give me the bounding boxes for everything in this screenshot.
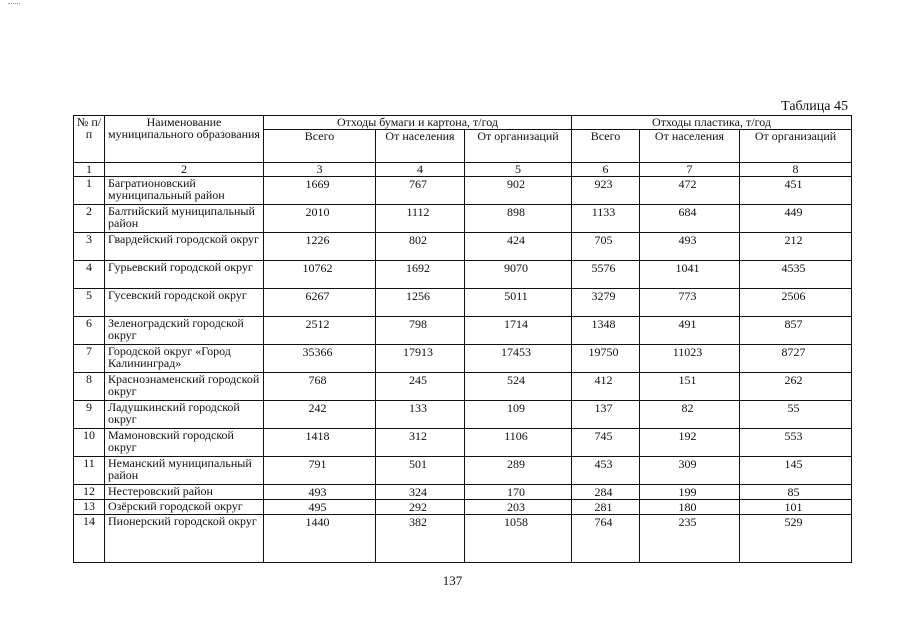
- waste-table: [73, 115, 852, 563]
- paper-total-cell: 1440: [264, 515, 376, 563]
- scan-artifact: [8, 3, 20, 5]
- plastic-organizations-cell: 451: [740, 177, 852, 205]
- paper-population-cell: 802: [376, 233, 465, 261]
- plastic-total-cell: 284: [572, 485, 640, 500]
- municipality-name-cell: Пионерский городской округ: [105, 515, 264, 563]
- paper-total-cell: 1669: [264, 177, 376, 205]
- plastic-organizations-cell: 262: [740, 373, 852, 401]
- paper-population-cell: 133: [376, 401, 465, 429]
- table-row: [74, 429, 852, 457]
- table-row: [74, 289, 852, 317]
- paper-organizations-cell: 902: [465, 177, 572, 205]
- paper-population-cell: 312: [376, 429, 465, 457]
- municipality-name-cell: Краснознаменский городской округ: [105, 373, 264, 401]
- paper-total-cell: 2010: [264, 205, 376, 233]
- table-row: [74, 500, 852, 515]
- paper-population-cell: 1692: [376, 261, 465, 289]
- paper-population-cell: 1256: [376, 289, 465, 317]
- paper-organizations-cell: 1106: [465, 429, 572, 457]
- plastic-organizations-cell: 2506: [740, 289, 852, 317]
- paper-total-cell: 493: [264, 485, 376, 500]
- row-number-cell: 10: [74, 429, 105, 457]
- paper-organizations-cell: 203: [465, 500, 572, 515]
- paper-total-cell: 2512: [264, 317, 376, 345]
- paper-population-cell: 324: [376, 485, 465, 500]
- plastic-total-cell: 1348: [572, 317, 640, 345]
- header-name: Наименование муниципального образования: [105, 116, 264, 163]
- plastic-population-cell: 773: [640, 289, 740, 317]
- plastic-population-cell: 684: [640, 205, 740, 233]
- plastic-organizations-cell: 4535: [740, 261, 852, 289]
- paper-population-cell: 501: [376, 457, 465, 485]
- table-row: [74, 317, 852, 345]
- header-plastic-organizations: От организаций: [740, 130, 852, 163]
- paper-population-cell: 17913: [376, 345, 465, 373]
- row-number-cell: 11: [74, 457, 105, 485]
- plastic-organizations-cell: 857: [740, 317, 852, 345]
- plastic-total-cell: 705: [572, 233, 640, 261]
- plastic-total-cell: 923: [572, 177, 640, 205]
- paper-organizations-cell: 289: [465, 457, 572, 485]
- plastic-population-cell: 151: [640, 373, 740, 401]
- plastic-total-cell: 764: [572, 515, 640, 563]
- plastic-population-cell: 192: [640, 429, 740, 457]
- paper-total-cell: 495: [264, 500, 376, 515]
- plastic-population-cell: 491: [640, 317, 740, 345]
- plastic-organizations-cell: 101: [740, 500, 852, 515]
- column-number: 3: [264, 163, 376, 177]
- plastic-population-cell: 472: [640, 177, 740, 205]
- row-number-cell: 1: [74, 177, 105, 205]
- municipality-name-cell: Городской округ «Город Калининград»: [105, 345, 264, 373]
- paper-population-cell: 292: [376, 500, 465, 515]
- plastic-total-cell: 412: [572, 373, 640, 401]
- header-plastic-population: От населения: [640, 130, 740, 163]
- plastic-organizations-cell: 553: [740, 429, 852, 457]
- column-number: 7: [640, 163, 740, 177]
- row-number-cell: 9: [74, 401, 105, 429]
- header-plastic-total: Всего: [572, 130, 640, 163]
- table-row: [74, 205, 852, 233]
- page-number: 137: [442, 573, 463, 588]
- column-number: 4: [376, 163, 465, 177]
- paper-total-cell: 791: [264, 457, 376, 485]
- paper-organizations-cell: 424: [465, 233, 572, 261]
- plastic-total-cell: 745: [572, 429, 640, 457]
- paper-organizations-cell: 9070: [465, 261, 572, 289]
- plastic-population-cell: 180: [640, 500, 740, 515]
- municipality-name-cell: Мамоновский городской округ: [105, 429, 264, 457]
- municipality-name-cell: Нестеровский район: [105, 485, 264, 500]
- header-paper-organizations: От организаций: [465, 130, 572, 163]
- paper-total-cell: 1418: [264, 429, 376, 457]
- row-number-cell: 4: [74, 261, 105, 289]
- column-number: 8: [740, 163, 852, 177]
- paper-population-cell: 798: [376, 317, 465, 345]
- plastic-population-cell: 493: [640, 233, 740, 261]
- plastic-total-cell: 453: [572, 457, 640, 485]
- header-paper-population: От населения: [376, 130, 465, 163]
- header-num: № п/п: [74, 116, 105, 163]
- row-number-cell: 3: [74, 233, 105, 261]
- plastic-total-cell: 19750: [572, 345, 640, 373]
- paper-organizations-cell: 5011: [465, 289, 572, 317]
- plastic-population-cell: 199: [640, 485, 740, 500]
- plastic-organizations-cell: 212: [740, 233, 852, 261]
- paper-organizations-cell: 1714: [465, 317, 572, 345]
- municipality-name-cell: Ладушкинский городской округ: [105, 401, 264, 429]
- row-number-cell: 2: [74, 205, 105, 233]
- municipality-name-cell: Багратионовский муниципальный район: [105, 177, 264, 205]
- municipality-name-cell: Гвардейский городской округ: [105, 233, 264, 261]
- row-number-cell: 8: [74, 373, 105, 401]
- plastic-total-cell: 3279: [572, 289, 640, 317]
- table-row: [74, 515, 852, 563]
- plastic-organizations-cell: 85: [740, 485, 852, 500]
- table-row: [74, 373, 852, 401]
- row-number-cell: 12: [74, 485, 105, 500]
- plastic-total-cell: 137: [572, 401, 640, 429]
- row-number-cell: 7: [74, 345, 105, 373]
- plastic-population-cell: 235: [640, 515, 740, 563]
- row-number-cell: 13: [74, 500, 105, 515]
- plastic-organizations-cell: 8727: [740, 345, 852, 373]
- paper-organizations-cell: 1058: [465, 515, 572, 563]
- table-row: [74, 177, 852, 205]
- table-row: [74, 233, 852, 261]
- municipality-name-cell: Озёрский городской округ: [105, 500, 264, 515]
- header-group-paper: Отходы бумаги и картона, т/год: [264, 116, 572, 130]
- paper-organizations-cell: 898: [465, 205, 572, 233]
- paper-organizations-cell: 109: [465, 401, 572, 429]
- paper-organizations-cell: 17453: [465, 345, 572, 373]
- paper-total-cell: 768: [264, 373, 376, 401]
- plastic-population-cell: 82: [640, 401, 740, 429]
- table-row: [74, 457, 852, 485]
- table-row: [74, 485, 852, 500]
- paper-population-cell: 1112: [376, 205, 465, 233]
- plastic-organizations-cell: 529: [740, 515, 852, 563]
- municipality-name-cell: Зеленоградский городской округ: [105, 317, 264, 345]
- table-row: [74, 345, 852, 373]
- table-row: [74, 401, 852, 429]
- paper-population-cell: 767: [376, 177, 465, 205]
- plastic-organizations-cell: 55: [740, 401, 852, 429]
- paper-total-cell: 10762: [264, 261, 376, 289]
- table-caption: Таблица 45: [781, 99, 848, 114]
- column-number: 1: [74, 163, 105, 177]
- header-paper-total: Всего: [264, 130, 376, 163]
- row-number-cell: 14: [74, 515, 105, 563]
- column-number-row: [74, 163, 852, 177]
- column-number: 5: [465, 163, 572, 177]
- plastic-population-cell: 11023: [640, 345, 740, 373]
- municipality-name-cell: Неманский муниципальный район: [105, 457, 264, 485]
- municipality-name-cell: Гурьевский городской округ: [105, 261, 264, 289]
- plastic-population-cell: 309: [640, 457, 740, 485]
- column-number: 2: [105, 163, 264, 177]
- paper-total-cell: 1226: [264, 233, 376, 261]
- plastic-total-cell: 1133: [572, 205, 640, 233]
- header-row-1: [74, 116, 852, 130]
- paper-population-cell: 382: [376, 515, 465, 563]
- plastic-organizations-cell: 449: [740, 205, 852, 233]
- paper-organizations-cell: 170: [465, 485, 572, 500]
- plastic-total-cell: 5576: [572, 261, 640, 289]
- row-number-cell: 5: [74, 289, 105, 317]
- plastic-organizations-cell: 145: [740, 457, 852, 485]
- column-number: 6: [572, 163, 640, 177]
- paper-total-cell: 6267: [264, 289, 376, 317]
- paper-population-cell: 245: [376, 373, 465, 401]
- table-row: [74, 261, 852, 289]
- table-body: [74, 116, 852, 563]
- plastic-population-cell: 1041: [640, 261, 740, 289]
- plastic-total-cell: 281: [572, 500, 640, 515]
- municipality-name-cell: Балтийский муниципальный район: [105, 205, 264, 233]
- paper-total-cell: 242: [264, 401, 376, 429]
- paper-total-cell: 35366: [264, 345, 376, 373]
- municipality-name-cell: Гусевский городской округ: [105, 289, 264, 317]
- paper-organizations-cell: 524: [465, 373, 572, 401]
- row-number-cell: 6: [74, 317, 105, 345]
- header-group-plastic: Отходы пластика, т/год: [572, 116, 852, 130]
